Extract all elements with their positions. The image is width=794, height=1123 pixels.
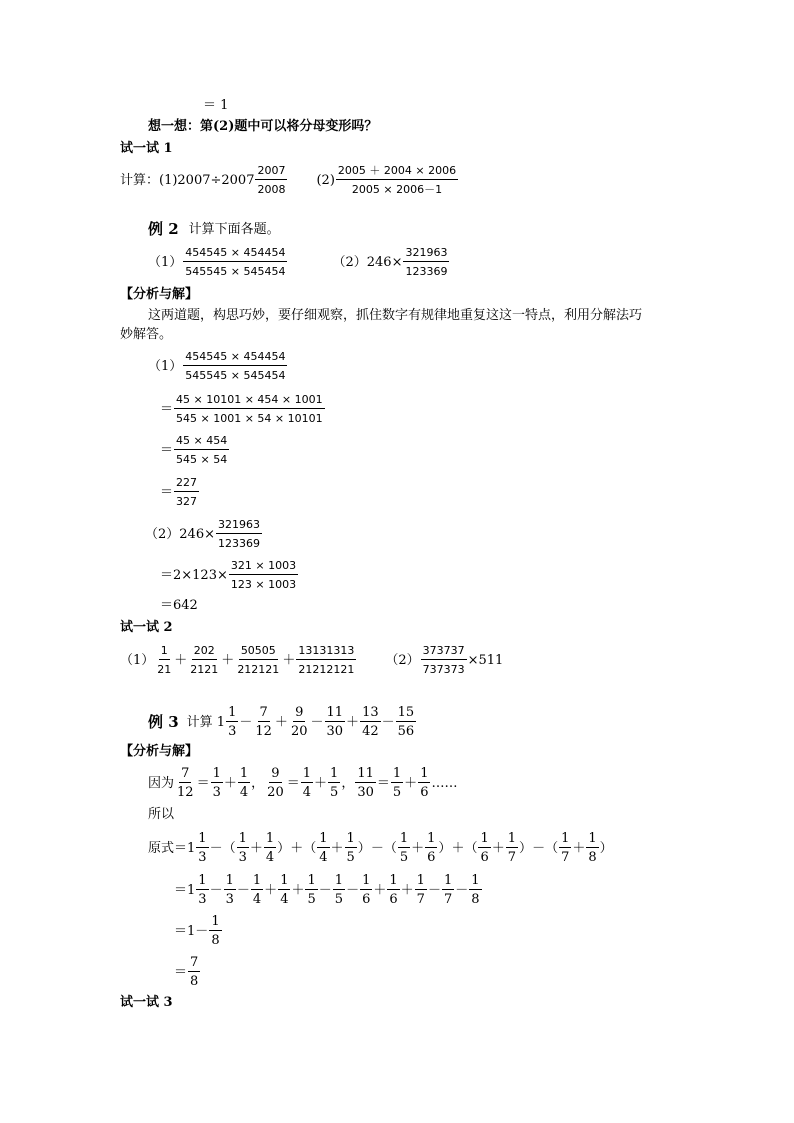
try2-problems xyxy=(120,643,503,677)
numerator: 454545 × 454454 xyxy=(183,349,287,366)
numerator: 1 xyxy=(211,914,220,929)
denominator: 3 xyxy=(212,785,221,800)
frac xyxy=(301,766,313,800)
frac xyxy=(325,705,346,739)
frac xyxy=(415,873,427,907)
numerator: 1 xyxy=(307,873,316,888)
comma: ， xyxy=(251,775,265,791)
denominator: 5 xyxy=(330,785,339,800)
denominator: 4 xyxy=(252,892,262,907)
denominator: 4 xyxy=(319,850,328,865)
final-result xyxy=(174,955,201,989)
step3 xyxy=(160,433,230,467)
frac xyxy=(209,914,221,948)
frac xyxy=(360,705,381,739)
numerator: 1 xyxy=(362,873,371,888)
whole: 1 xyxy=(187,882,196,898)
step3-frac xyxy=(174,433,229,467)
denominator: 4 xyxy=(239,785,249,800)
numerator: 321 × 1003 xyxy=(229,558,298,575)
numerator: 1 xyxy=(265,831,275,846)
frac xyxy=(396,705,417,739)
plus: ＋ xyxy=(330,840,344,856)
denominator: 4 xyxy=(280,892,289,907)
numerator: 9 xyxy=(271,766,280,781)
plus: ＋ xyxy=(249,840,263,856)
numerator: 1 xyxy=(480,831,489,846)
numerator: 1 xyxy=(252,873,262,888)
numerator: 1 xyxy=(416,873,425,888)
numerator: 321963 xyxy=(403,245,449,262)
paren-open: （ xyxy=(303,840,317,856)
original-expression xyxy=(148,831,613,865)
minus: － xyxy=(209,882,223,898)
plus: ＋ xyxy=(404,775,418,791)
frac xyxy=(398,831,410,865)
frac xyxy=(196,873,208,907)
example2-frac2 xyxy=(403,245,449,279)
plus: ＋ xyxy=(572,840,586,856)
operator: － xyxy=(310,714,324,730)
step7 xyxy=(160,599,198,612)
denominator: 6 xyxy=(420,785,429,800)
frac xyxy=(391,766,403,800)
minus: － xyxy=(346,882,360,898)
numerator: 1 xyxy=(443,873,453,888)
plus: ＋ xyxy=(290,840,304,856)
numerator: 1 xyxy=(198,831,207,846)
plus: ＋ xyxy=(174,652,188,668)
frac xyxy=(333,873,345,907)
plus: ＋ xyxy=(451,840,465,856)
denominator: 3 xyxy=(198,892,207,907)
frac xyxy=(238,766,250,800)
minus: － xyxy=(427,882,441,898)
denominator: 7 xyxy=(507,850,517,865)
operator: ＋ xyxy=(346,714,360,730)
try1-prefix: 计算：(1)2007÷2007 xyxy=(120,172,255,188)
denominator: 123369 xyxy=(217,537,260,550)
numerator: 1 xyxy=(198,873,207,888)
example2-frac1 xyxy=(183,245,287,279)
frac xyxy=(188,955,200,989)
frac xyxy=(237,831,249,865)
think-line xyxy=(148,120,377,133)
denominator: 3 xyxy=(238,850,247,865)
paren-close: ） xyxy=(357,840,371,856)
frac xyxy=(224,873,236,907)
denominator: 30 xyxy=(357,785,374,800)
example3-text: 计算 1 xyxy=(186,714,226,730)
denominator: 4 xyxy=(265,850,275,865)
numerator: 15 xyxy=(397,705,415,720)
denominator: 7 xyxy=(416,892,425,907)
numerator: 7 xyxy=(181,766,190,781)
minus: － xyxy=(532,840,546,856)
denominator: 56 xyxy=(397,724,415,739)
eq-one: ＝ 1 xyxy=(203,98,229,113)
denominator: 123369 xyxy=(405,265,448,278)
paren-open: （ xyxy=(383,840,397,856)
try1-part2-label: (2) xyxy=(316,172,335,188)
ellipsis: …… xyxy=(431,775,458,791)
example3-label: 例 3 xyxy=(148,712,179,731)
numerator: 9 xyxy=(295,705,304,720)
denominator: 2008 xyxy=(257,183,286,196)
try2-frac-d xyxy=(296,643,356,677)
numerator: 1 xyxy=(392,766,402,781)
operator: ＋ xyxy=(274,714,288,730)
plus: ＋ xyxy=(223,775,237,791)
frac xyxy=(226,705,238,739)
example2-problems xyxy=(148,245,450,279)
example2-p1-label: （1） xyxy=(148,254,183,270)
frac xyxy=(478,831,490,865)
frac xyxy=(253,705,274,739)
so-label: 所以 xyxy=(148,807,175,822)
frac xyxy=(360,873,372,907)
numerator: 1 xyxy=(228,705,237,720)
frac xyxy=(418,766,430,800)
step1-frac xyxy=(183,349,287,383)
denominator: 2121 xyxy=(190,663,219,676)
equals: ＝ xyxy=(196,775,210,791)
operator: － xyxy=(381,714,395,730)
denominator: 6 xyxy=(480,850,489,865)
because-label: 因为 xyxy=(148,775,175,791)
denominator: 3 xyxy=(198,850,207,865)
numerator: 321963 xyxy=(216,517,262,534)
frac xyxy=(211,766,223,800)
numerator: 1 xyxy=(334,873,344,888)
step6 xyxy=(160,558,299,592)
numerator: 1 xyxy=(330,766,339,781)
try2-frac-a xyxy=(155,643,173,677)
eq-one-line xyxy=(203,99,228,112)
denominator: 20 xyxy=(290,724,308,739)
analysis1-heading xyxy=(120,288,198,301)
frac xyxy=(506,831,518,865)
try2-label: 试一试 2 xyxy=(120,620,173,635)
simplified-expression xyxy=(174,914,223,948)
denominator: 6 xyxy=(389,892,398,907)
equals: ＝ xyxy=(174,882,188,898)
numerator: 13 xyxy=(362,705,379,720)
denominator: 7 xyxy=(443,892,453,907)
minus: － xyxy=(455,882,469,898)
comma: ， xyxy=(341,775,355,791)
denominator: 8 xyxy=(471,892,480,907)
equals: ＝ xyxy=(160,442,174,458)
numerator: 1 xyxy=(561,831,570,846)
denominator: 4 xyxy=(302,785,312,800)
denominator: 8 xyxy=(211,933,220,948)
numerator: 227 xyxy=(174,475,199,492)
denominator: 2005 × 2006－1 xyxy=(351,183,443,196)
numerator: 45 × 10101 × 454 × 1001 xyxy=(174,392,325,409)
denominator: 5 xyxy=(346,850,355,865)
try1-frac2 xyxy=(336,163,458,197)
paren-close: ） xyxy=(599,840,613,856)
frac xyxy=(175,766,196,800)
paren-close: ） xyxy=(438,840,452,856)
plus: ＋ xyxy=(314,775,328,791)
numerator: 1 xyxy=(389,873,398,888)
numerator: 1 xyxy=(420,766,429,781)
paren-close: ） xyxy=(519,840,533,856)
try1-problem xyxy=(120,163,459,197)
numerator: 454545 × 454454 xyxy=(183,245,287,262)
denominator: 5 xyxy=(334,892,344,907)
denominator: 12 xyxy=(177,785,194,800)
numerator: 2007 xyxy=(255,163,287,180)
denominator: 8 xyxy=(588,850,597,865)
frac xyxy=(196,831,208,865)
numerator: 1 xyxy=(238,831,247,846)
try1-label: 试一试 1 xyxy=(120,141,173,156)
frac xyxy=(265,766,286,800)
plus: ＋ xyxy=(282,652,296,668)
numerator: 373737 xyxy=(421,643,467,660)
plus: ＋ xyxy=(400,882,414,898)
numerator: 1 xyxy=(399,831,409,846)
numerator: 50505 xyxy=(239,643,278,660)
paren-close: ） xyxy=(277,840,291,856)
denominator: 545 × 1001 × 54 × 10101 xyxy=(176,412,323,425)
try1-frac1 xyxy=(255,163,287,197)
step7-result: ＝642 xyxy=(160,598,198,613)
denominator: 42 xyxy=(362,724,379,739)
analysis1-text2: 妙解答。 xyxy=(120,327,173,342)
try2-heading xyxy=(120,621,173,634)
step6-frac xyxy=(229,558,298,592)
numerator: 1 xyxy=(280,873,289,888)
denominator: 123 × 1003 xyxy=(230,578,297,591)
numerator: 1 xyxy=(346,831,355,846)
frac xyxy=(586,831,598,865)
numerator: 11 xyxy=(357,766,374,781)
equals: ＝ xyxy=(376,775,390,791)
frac xyxy=(559,831,571,865)
try2-tail: ×511 xyxy=(467,652,504,668)
denominator: 30 xyxy=(326,724,344,739)
because-line xyxy=(148,766,457,800)
equals: ＝ xyxy=(286,775,300,791)
think-title: 想一想： xyxy=(148,119,201,134)
step2 xyxy=(160,392,326,426)
minus: － xyxy=(318,882,332,898)
denominator: 5 xyxy=(307,892,316,907)
denominator: 21 xyxy=(157,663,172,676)
step5 xyxy=(145,517,263,551)
denominator: 212121 xyxy=(237,663,280,676)
plus: ＋ xyxy=(291,882,305,898)
step2-frac xyxy=(174,392,325,426)
try2-p1-label: （1） xyxy=(120,652,155,668)
numerator: 1 xyxy=(225,873,234,888)
example2-heading xyxy=(148,222,280,237)
minus: － xyxy=(236,882,250,898)
frac xyxy=(469,873,481,907)
try3-heading xyxy=(120,996,173,1009)
frac xyxy=(305,873,317,907)
plus: ＋ xyxy=(264,882,278,898)
numerator: 2005 ＋ 2004 × 2006 xyxy=(336,163,458,180)
example2-p2-label: （2）246× xyxy=(332,254,403,270)
denominator: 5 xyxy=(392,785,402,800)
think-text: 第(2)题中可以将分母变形吗？ xyxy=(200,119,378,134)
denominator: 20 xyxy=(267,785,284,800)
example2-text: 计算下面各题。 xyxy=(188,222,280,237)
denominator: 545545 × 545454 xyxy=(185,265,286,278)
numerator: 11 xyxy=(326,705,344,720)
equals: ＝ xyxy=(160,401,174,417)
numerator: 202 xyxy=(192,643,217,660)
step1-label: （1） xyxy=(148,358,183,374)
numerator: 1 xyxy=(588,831,597,846)
denominator: 8 xyxy=(190,974,199,989)
minus: － xyxy=(370,840,384,856)
try1-heading xyxy=(120,142,173,155)
denominator: 545545 × 545454 xyxy=(185,369,286,382)
numerator: 1 xyxy=(239,766,249,781)
equals: ＝ xyxy=(174,923,188,939)
analysis1-label: 【分析与解】 xyxy=(120,287,199,302)
denominator: 12 xyxy=(255,724,272,739)
plus: ＋ xyxy=(221,652,235,668)
frac xyxy=(328,766,340,800)
frac xyxy=(442,873,454,907)
denominator: 6 xyxy=(427,850,436,865)
denominator: 5 xyxy=(399,850,409,865)
operator: － xyxy=(239,714,253,730)
frac xyxy=(264,831,276,865)
frac xyxy=(345,831,357,865)
analysis1-text1: 这两道题，构思巧妙，要仔细观察，抓住数字有规律地重复这这一特点，利用分解法巧 xyxy=(148,308,643,323)
denominator: 3 xyxy=(225,892,234,907)
step1 xyxy=(148,349,288,383)
example2-label: 例 2 xyxy=(148,220,179,238)
frac xyxy=(251,873,263,907)
frac xyxy=(317,831,329,865)
numerator: 1 xyxy=(507,831,517,846)
analysis2-label: 【分析与解】 xyxy=(120,744,199,759)
denominator: 737373 xyxy=(422,663,465,676)
plus: ＋ xyxy=(491,840,505,856)
step6-label: ＝2×123× xyxy=(160,567,228,583)
paren-open: （ xyxy=(545,840,559,856)
numerator: 45 × 454 xyxy=(174,433,229,450)
minus: － xyxy=(209,840,223,856)
try2-frac-e xyxy=(421,643,467,677)
frac xyxy=(355,766,376,800)
numerator: 1 xyxy=(471,873,480,888)
frac xyxy=(387,873,399,907)
denominator: 7 xyxy=(561,850,570,865)
equals: ＝ xyxy=(160,484,174,500)
step5-label: （2）246× xyxy=(145,526,215,542)
numerator: 1 xyxy=(212,766,221,781)
denominator: 21212121 xyxy=(298,663,355,676)
so-line xyxy=(148,808,174,821)
example3-line xyxy=(148,705,417,739)
plus: ＋ xyxy=(373,882,387,898)
expanded-expression xyxy=(174,873,483,907)
whole: 1 xyxy=(187,923,196,939)
analysis1-line2 xyxy=(120,328,172,341)
plus: ＋ xyxy=(411,840,425,856)
numerator: 7 xyxy=(259,705,268,720)
denominator: 3 xyxy=(228,724,237,739)
frac xyxy=(278,873,290,907)
paren-open: （ xyxy=(222,840,236,856)
step4-frac xyxy=(174,475,199,509)
try2-frac-b xyxy=(188,643,220,677)
frac xyxy=(425,831,437,865)
try3-label: 试一试 3 xyxy=(120,995,173,1010)
numerator: 7 xyxy=(190,955,199,970)
denominator: 6 xyxy=(362,892,371,907)
numerator: 1 xyxy=(427,831,436,846)
numerator: 1 xyxy=(302,766,312,781)
analysis1-line1 xyxy=(148,309,642,322)
equals: ＝ xyxy=(174,964,188,980)
try2-frac-c xyxy=(235,643,281,677)
minus: － xyxy=(195,923,209,939)
analysis2-heading xyxy=(120,745,198,758)
step4 xyxy=(160,475,200,509)
numerator: 1 xyxy=(319,831,328,846)
numerator: 13131313 xyxy=(296,643,356,660)
denominator: 545 × 54 xyxy=(176,453,228,466)
original-label: 原式＝1 xyxy=(148,840,196,856)
paren-open: （ xyxy=(464,840,478,856)
frac xyxy=(289,705,310,739)
step5-frac xyxy=(216,517,262,551)
numerator: 1 xyxy=(159,643,170,660)
try2-p2-label: （2） xyxy=(385,652,420,668)
denominator: 327 xyxy=(176,495,198,508)
